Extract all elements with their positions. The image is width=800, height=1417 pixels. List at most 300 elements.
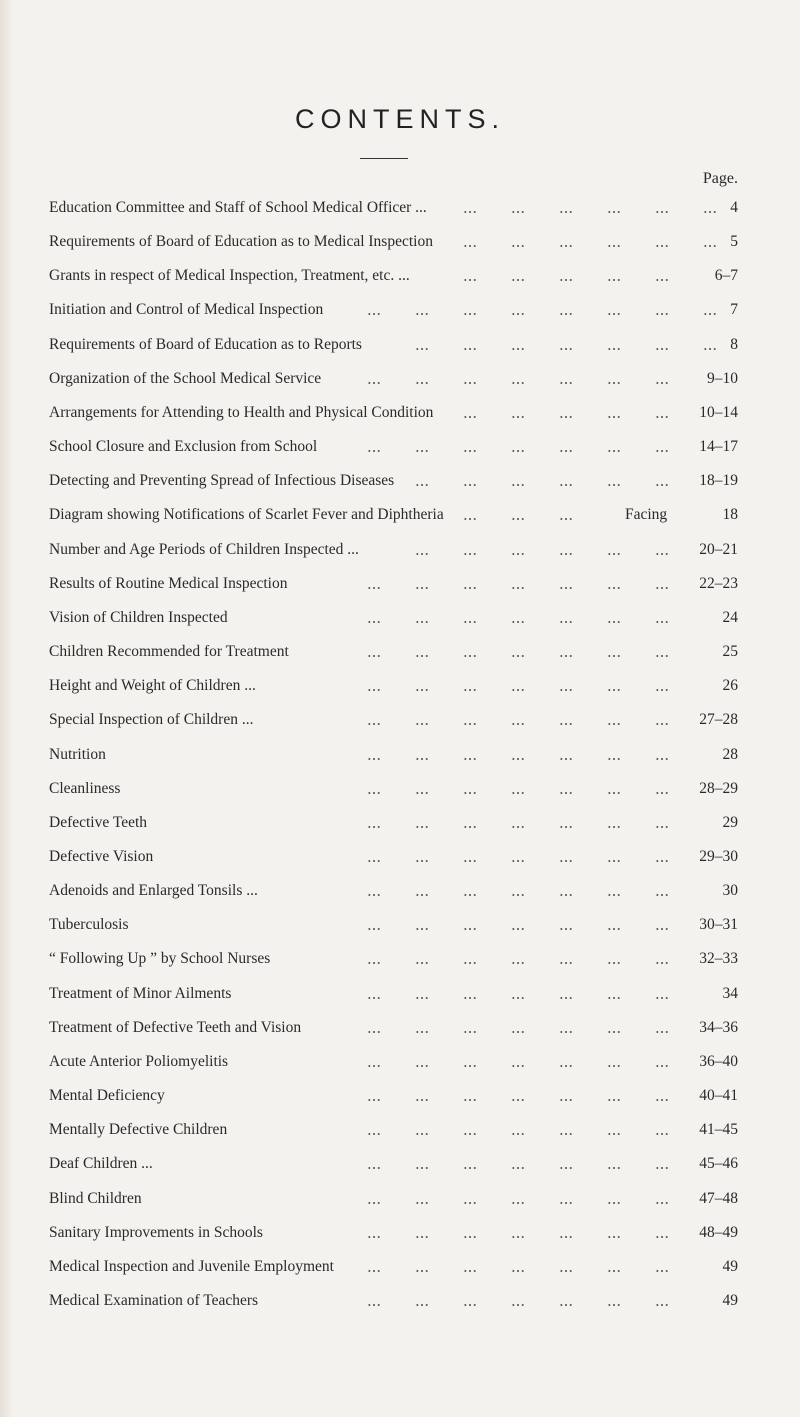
toc-entry-title: Medical Inspection and Juvenile Employment [49,1257,334,1275]
leader-dots [655,279,669,281]
toc-entry [49,471,738,505]
leader-dots [559,279,573,281]
leader-dots [463,997,477,999]
leader-dots [367,689,381,691]
toc-entry-title: Requirements of Board of Education as to Reports [49,335,362,353]
toc-entry-page: 30–31 [699,916,738,934]
leader-dots [559,484,573,486]
toc-entry [49,1154,738,1188]
leader-dots [463,245,477,247]
leader-dots [463,1065,477,1067]
toc-entry [49,232,738,266]
leader-dots [607,962,621,964]
toc-entry-title: Special Inspection of Children ... [49,711,254,729]
leader-dots [367,826,381,828]
leader-dots [607,723,621,725]
leader-dots [463,211,477,213]
leader-dots [559,1167,573,1169]
toc-entry [49,1086,738,1120]
leader-dots [607,553,621,555]
leader-dots [607,279,621,281]
toc-entry [49,1189,738,1223]
toc-entry-page: 40–41 [699,1087,738,1105]
leader-dots [559,962,573,964]
toc-entry-note: Facing [625,506,668,524]
leader-dots [367,1202,381,1204]
toc-entry-title: Nutrition [49,745,106,763]
leader-dots [463,1202,477,1204]
leader-dots [367,313,381,315]
leader-dots [463,689,477,691]
leader-dots [415,450,429,452]
leader-dots [559,1133,573,1135]
toc-entry [49,1291,738,1325]
toc-entry-title: Treatment of Minor Ailments [49,984,232,1002]
leader-dots [655,894,669,896]
toc-entry-title: Organization of the School Medical Service [49,369,322,387]
toc-entry [49,642,738,676]
leader-dots [367,860,381,862]
leader-dots [607,621,621,623]
leader-dots [511,655,525,657]
leader-dots [463,894,477,896]
leader-dots [415,826,429,828]
leader-dots [367,1236,381,1238]
toc-entry-title: Results of Routine Medical Inspection [49,574,288,592]
leader-dots [511,792,525,794]
leader-dots [415,1202,429,1204]
leader-dots [415,1133,429,1135]
leader-dots [655,621,669,623]
toc-entry-title: Adenoids and Enlarged Tonsils ... [49,882,258,900]
toc-entry [49,710,738,744]
leader-dots [703,313,717,315]
leader-dots [559,689,573,691]
leader-dots [511,758,525,760]
toc-entry-title: Grants in respect of Medical Inspection, Treatment, etc. ... [49,267,410,285]
leader-dots [607,1031,621,1033]
leader-dots [559,1065,573,1067]
leader-dots [463,279,477,281]
leader-dots [655,1236,669,1238]
leader-dots [463,928,477,930]
leader-dots [559,416,573,418]
leader-dots [655,211,669,213]
leader-dots [655,1270,669,1272]
leader-dots [655,553,669,555]
contents-list [49,198,738,1325]
leader-dots [655,1099,669,1101]
toc-entry-page: 5 [730,233,738,251]
toc-entry-title: Defective Teeth [49,813,148,831]
leader-dots [367,1031,381,1033]
leader-dots [463,553,477,555]
leader-dots [655,962,669,964]
page-edge [0,0,14,1417]
toc-entry-title: Height and Weight of Children ... [49,677,256,695]
toc-entry [49,1120,738,1154]
leader-dots [367,1099,381,1101]
toc-entry-title: Education Committee and Staff of School Medical Officer ... [49,199,427,216]
toc-entry-page: 20–21 [699,540,738,558]
toc-entry-title: Mentally Defective Children [49,1121,228,1139]
leader-dots [559,1099,573,1101]
leader-dots [559,518,573,520]
leader-dots [703,211,717,213]
leader-dots [655,826,669,828]
page-title: CONTENTS. [294,104,505,134]
leader-dots [607,1202,621,1204]
leader-dots [463,1270,477,1272]
leader-dots [415,1236,429,1238]
leader-dots [559,928,573,930]
leader-dots [607,1236,621,1238]
leader-dots [463,962,477,964]
leader-dots [559,894,573,896]
leader-dots [607,484,621,486]
toc-entry [49,608,738,642]
leader-dots [367,621,381,623]
leader-dots [559,587,573,589]
leader-dots [655,723,669,725]
leader-dots [511,1133,525,1135]
toc-entry-title: Treatment of Defective Teeth and Vision [49,1018,302,1036]
toc-entry-page: 47–48 [699,1189,738,1207]
leader-dots [607,928,621,930]
leader-dots [559,245,573,247]
leader-dots [607,587,621,589]
toc-entry-title: Number and Age Periods of Children Inspected ... [49,540,359,558]
toc-entry-title: Deaf Children ... [49,1155,153,1173]
leader-dots [511,382,525,384]
toc-entry-title: Requirements of Board of Education as to Medical Inspection [49,233,433,251]
leader-dots [607,1133,621,1135]
toc-entry [49,540,738,574]
toc-entry-page: 27–28 [699,711,738,729]
leader-dots [655,587,669,589]
toc-entry [49,300,738,334]
leader-dots [655,348,669,350]
toc-entry [49,745,738,779]
leader-dots [655,1167,669,1169]
leader-dots [367,758,381,760]
leader-dots [655,1133,669,1135]
leader-dots [559,723,573,725]
leader-dots [367,1065,381,1067]
toc-entry [49,505,738,539]
leader-dots [511,587,525,589]
leader-dots [655,313,669,315]
leader-dots [559,1304,573,1306]
leader-dots [511,894,525,896]
leader-dots [511,860,525,862]
leader-dots [511,997,525,999]
leader-dots [367,450,381,452]
toc-entry-title: Detecting and Preventing Spread of Infectious Diseases [49,472,395,490]
leader-dots [511,1236,525,1238]
leader-dots [463,1099,477,1101]
toc-entry-page: 9–10 [707,369,738,387]
leader-dots [415,655,429,657]
leader-dots [463,1236,477,1238]
leader-dots [655,1202,669,1204]
toc-entry [49,437,738,471]
leader-dots [463,1167,477,1169]
leader-dots [655,1065,669,1067]
leader-dots [415,1031,429,1033]
toc-entry [49,915,738,949]
toc-entry [49,335,738,369]
toc-entry-page: 28 [722,745,738,763]
leader-dots [367,723,381,725]
toc-entry [49,1052,738,1086]
leader-dots [367,655,381,657]
toc-entry-page: 6–7 [714,267,738,285]
leader-dots [463,416,477,418]
toc-entry-title: Acute Anterior Poliomyelitis [49,1052,229,1070]
leader-dots [415,860,429,862]
leader-dots [463,450,477,452]
leader-dots [415,382,429,384]
toc-entry-page: 10–14 [699,403,738,421]
leader-dots [415,997,429,999]
toc-entry-title: Vision of Children Inspected [49,608,228,626]
leader-dots [511,313,525,315]
leader-dots [655,758,669,760]
leader-dots [655,382,669,384]
leader-dots [415,792,429,794]
leader-dots [607,826,621,828]
leader-dots [415,1167,429,1169]
leader-dots [655,792,669,794]
toc-entry-page: 32–33 [699,950,738,968]
toc-entry [49,369,738,403]
leader-dots [463,826,477,828]
leader-dots [463,621,477,623]
toc-entry-title: Sanitary Improvements in Schools [49,1223,263,1241]
leader-dots [559,1236,573,1238]
toc-entry-page: 7 [730,301,738,319]
toc-entry-page: 8 [730,335,738,353]
leader-dots [415,1065,429,1067]
leader-dots [415,313,429,315]
leader-dots [415,587,429,589]
leader-dots [415,553,429,555]
leader-dots [559,1202,573,1204]
leader-dots [607,689,621,691]
toc-entry-title: School Closure and Exclusion from School [49,438,318,456]
toc-entry-page: 34–36 [699,1018,738,1036]
leader-dots [415,348,429,350]
leader-dots [463,860,477,862]
leader-dots [415,484,429,486]
leader-dots [463,1133,477,1135]
leader-dots [511,484,525,486]
toc-entry-page: 14–17 [699,438,738,456]
leader-dots [463,313,477,315]
leader-dots [463,655,477,657]
leader-dots [511,1202,525,1204]
leader-dots [655,1031,669,1033]
toc-entry [49,813,738,847]
leader-dots [367,894,381,896]
leader-dots [511,826,525,828]
leader-dots [607,313,621,315]
leader-dots [415,894,429,896]
leader-dots [511,621,525,623]
toc-entry [49,676,738,710]
leader-dots [463,587,477,589]
leader-dots [607,1270,621,1272]
leader-dots [463,758,477,760]
leader-dots [607,416,621,418]
leader-dots [607,1167,621,1169]
leader-dots [511,1270,525,1272]
toc-entry-page: 24 [722,608,738,626]
leader-dots [511,245,525,247]
leader-dots [559,997,573,999]
leader-dots [607,860,621,862]
leader-dots [655,1304,669,1306]
leader-dots [367,792,381,794]
leader-dots [655,416,669,418]
leader-dots [559,553,573,555]
toc-entry-title: Blind Children [49,1189,142,1207]
leader-dots [607,997,621,999]
toc-entry [49,266,738,300]
toc-entry-title: Tuberculosis [49,916,129,934]
leader-dots [607,450,621,452]
leader-dots [559,758,573,760]
toc-entry-page: 49 [722,1292,738,1309]
leader-dots [367,1270,381,1272]
toc-entry-page: 18 [722,506,738,524]
toc-entry [49,949,738,983]
toc-entry [49,984,738,1018]
leader-dots [367,1304,381,1306]
leader-dots [655,689,669,691]
leader-dots [511,1031,525,1033]
leader-dots [607,792,621,794]
leader-dots [559,826,573,828]
leader-dots [703,348,717,350]
leader-dots [559,1031,573,1033]
leader-dots [463,1304,477,1306]
leader-dots [511,1167,525,1169]
toc-entry-page: 28–29 [699,779,738,797]
leader-dots [655,245,669,247]
leader-dots [511,1304,525,1306]
toc-entry-title: Arrangements for Attending to Health and Physical Condition [49,403,434,421]
leader-dots [559,621,573,623]
leader-dots [559,655,573,657]
leader-dots [367,1133,381,1135]
leader-dots [559,450,573,452]
leader-dots [463,1031,477,1033]
leader-dots [415,962,429,964]
leader-dots [463,348,477,350]
toc-entry-page: 41–45 [699,1121,738,1139]
toc-entry-page: 26 [722,677,738,695]
toc-entry [49,847,738,881]
toc-entry-title: Cleanliness [49,779,121,797]
leader-dots [559,313,573,315]
leader-dots [415,928,429,930]
leader-dots [511,450,525,452]
leader-dots [463,518,477,520]
leader-dots [559,1270,573,1272]
leader-dots [511,211,525,213]
toc-entry-page: 49 [722,1257,738,1275]
toc-entry [49,403,738,437]
toc-entry-page: 18–19 [699,472,738,490]
leader-dots [607,655,621,657]
leader-dots [607,211,621,213]
leader-dots [607,1099,621,1101]
leader-dots [607,894,621,896]
leader-dots [655,860,669,862]
leader-dots [655,655,669,657]
leader-dots [463,484,477,486]
leader-dots [367,587,381,589]
leader-dots [415,621,429,623]
leader-dots [559,211,573,213]
leader-dots [655,928,669,930]
leader-dots [463,792,477,794]
toc-entry-title: Initiation and Control of Medical Inspection [49,301,324,319]
leader-dots [415,758,429,760]
leader-dots [511,348,525,350]
leader-dots [415,689,429,691]
toc-entry-page: 25 [722,643,738,661]
leader-dots [655,484,669,486]
toc-entry-page: 45–46 [699,1155,738,1173]
leader-dots [607,1304,621,1306]
toc-entry-page: 29–30 [699,847,738,865]
toc-entry-title: Children Recommended for Treatment [49,643,289,661]
toc-entry [49,1018,738,1052]
leader-dots [607,382,621,384]
toc-entry-title: “ Following Up ” by School Nurses [49,950,271,968]
toc-entry [49,1257,738,1291]
toc-entry-page: 34 [722,984,738,1002]
toc-entry-page: 30 [722,882,738,900]
leader-dots [607,245,621,247]
leader-dots [559,382,573,384]
toc-entry [49,779,738,813]
toc-entry-page: 36–40 [699,1052,738,1070]
leader-dots [463,382,477,384]
toc-entry-title: Mental Deficiency [49,1087,165,1105]
toc-entry-page: 4 [730,199,738,216]
leader-dots [655,997,669,999]
toc-entry [49,881,738,915]
leader-dots [367,382,381,384]
leader-dots [367,997,381,999]
leader-dots [607,1065,621,1067]
toc-entry [49,198,738,232]
leader-dots [511,518,525,520]
leader-dots [559,792,573,794]
leader-dots [511,928,525,930]
leader-dots [415,1099,429,1101]
toc-entry-page: 29 [722,813,738,831]
toc-entry-title: Medical Examination of Teachers [49,1292,259,1309]
toc-entry [49,574,738,608]
leader-dots [607,348,621,350]
leader-dots [511,689,525,691]
toc-entry [49,1223,738,1257]
